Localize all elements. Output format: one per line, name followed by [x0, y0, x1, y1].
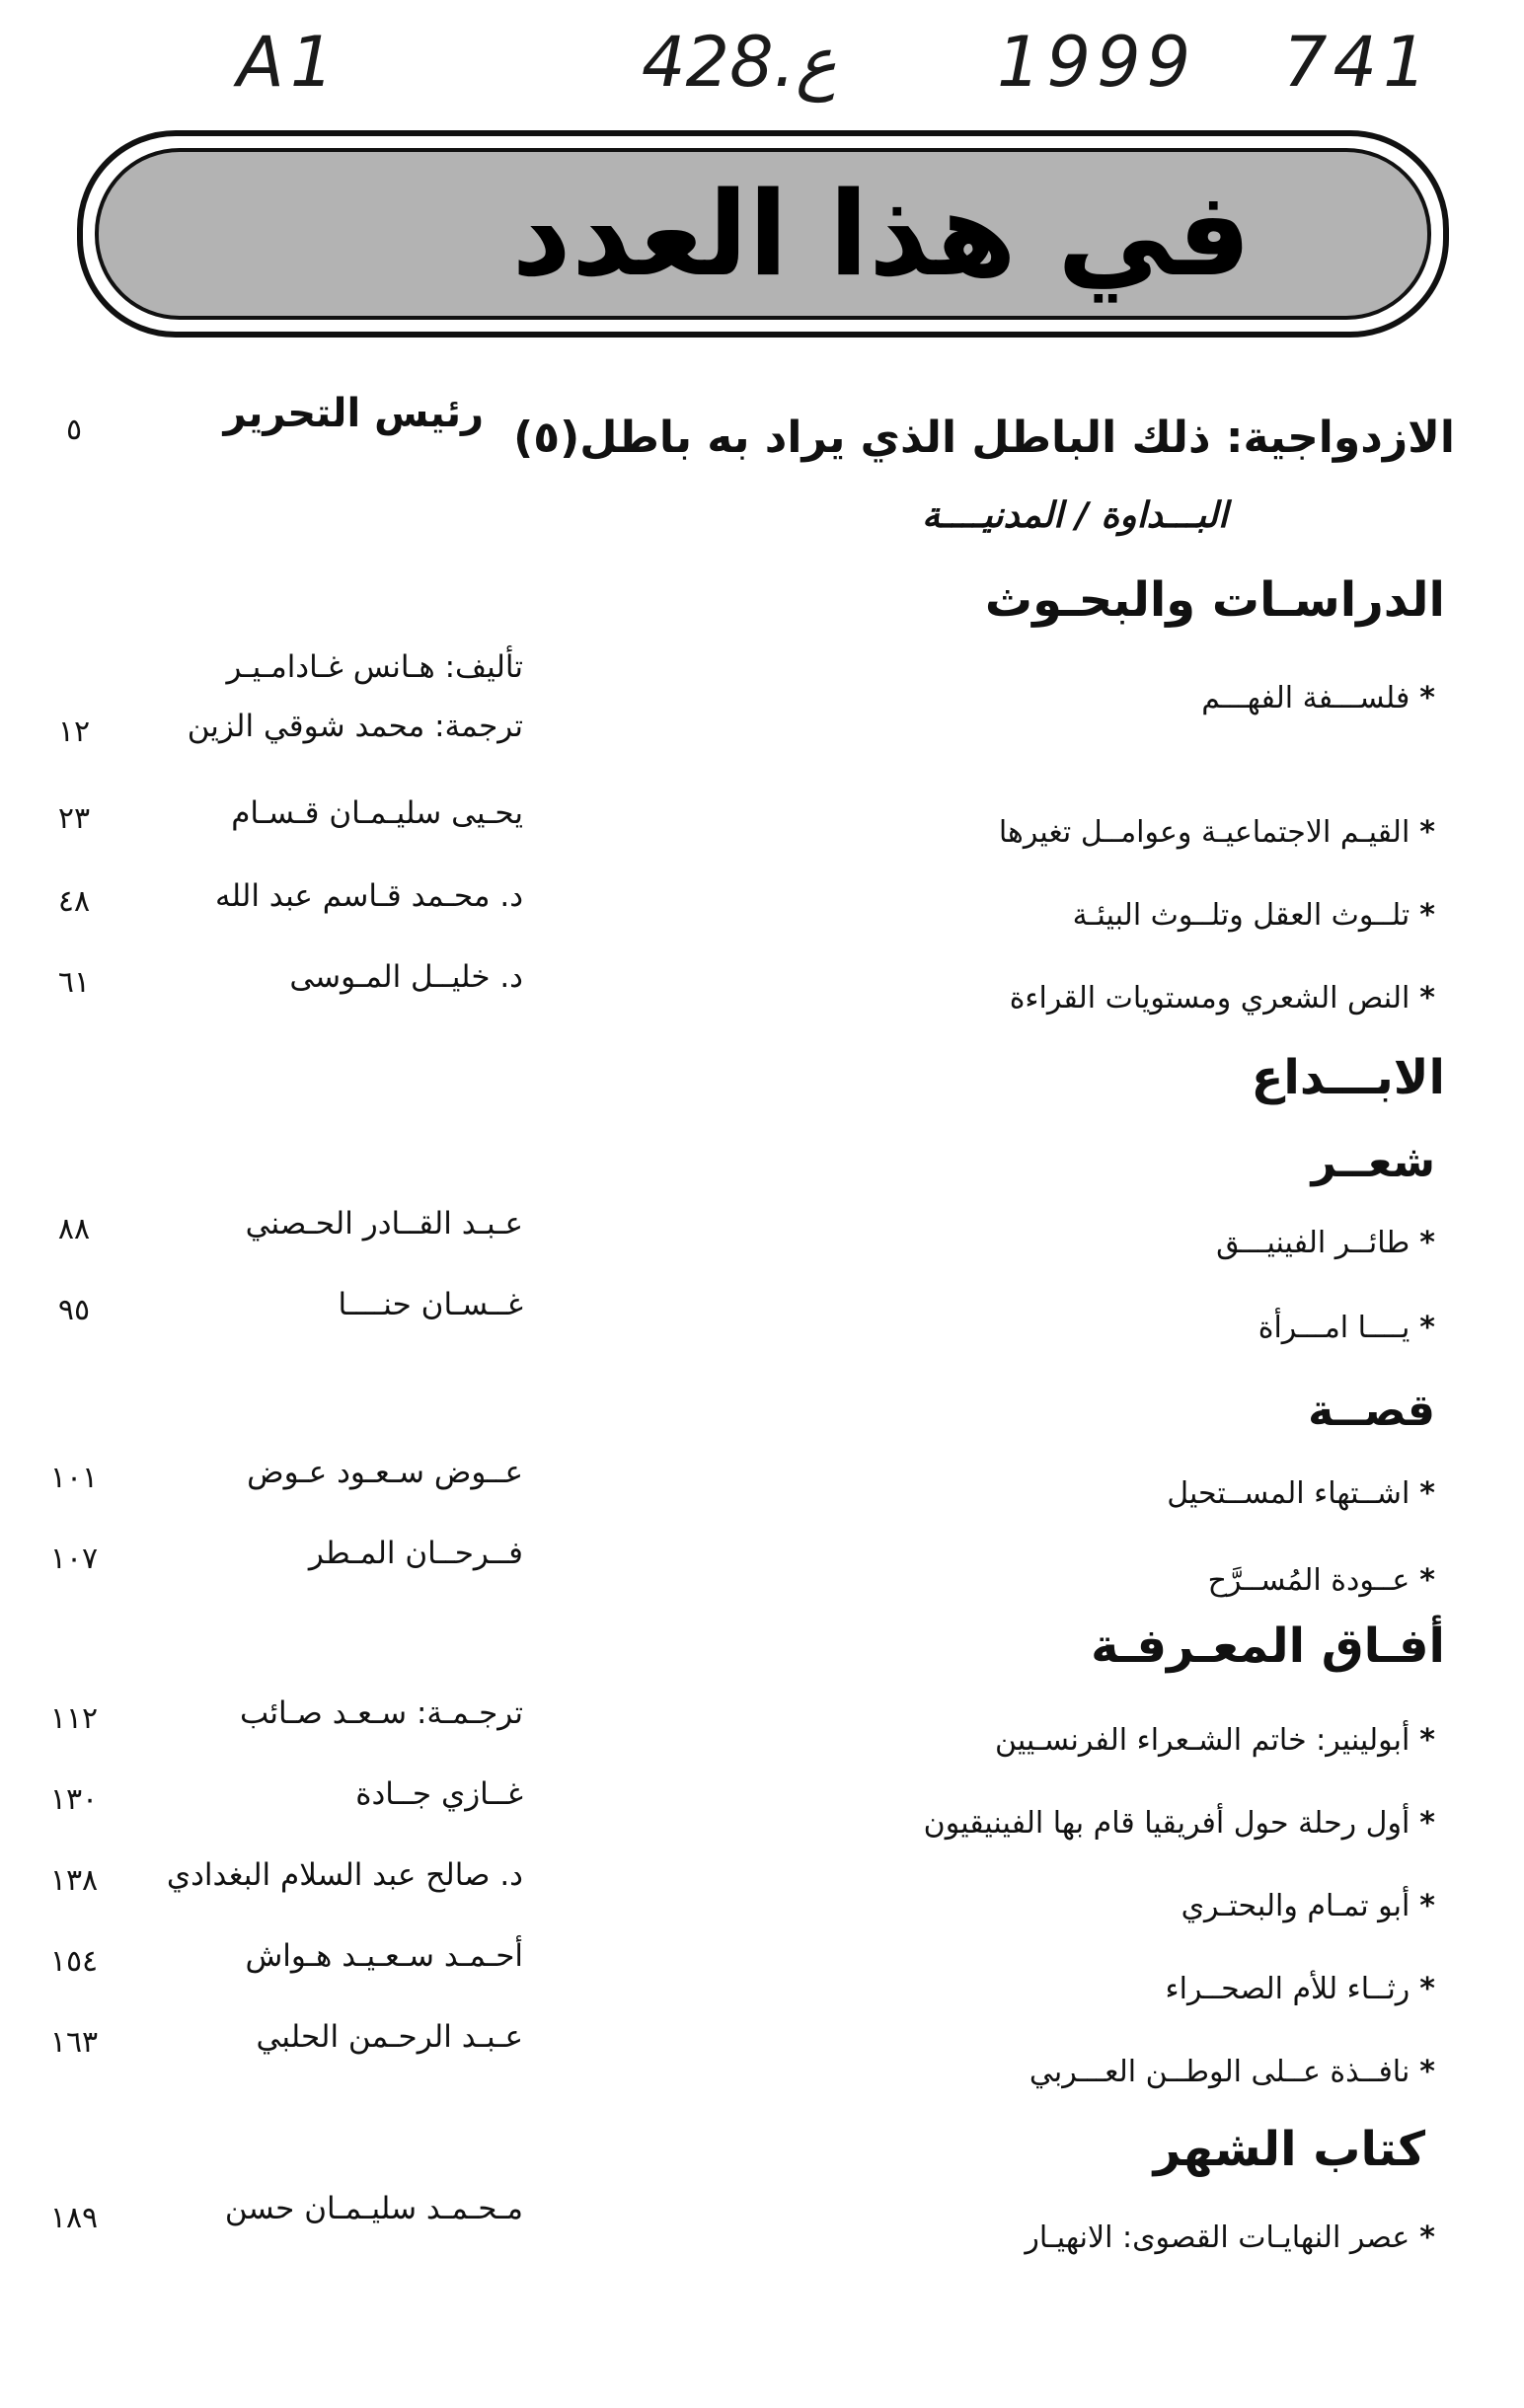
subsection-heading-story: قصــة	[1308, 1386, 1435, 1436]
section-heading-creativity: الابـــداع	[1251, 1050, 1445, 1105]
page-number: ١١٢	[49, 1701, 99, 1736]
toc-entry-author: عـبـد الرحـمن الحلبي	[256, 2019, 523, 2055]
editorial-author: رئيس التحرير	[223, 391, 484, 436]
toc-entry-author: ترجمة: محمد شوقي الزين	[187, 709, 523, 744]
editorial-title: الازدواجية: ذلك الباطل الذي يراد به باطل(٥)	[513, 413, 1455, 463]
editorial-subtitle: البـــداوة / المدنيــــة	[922, 495, 1228, 536]
toc-entry-title: *القيـم الاجتماعيـة وعوامــل تغيرها	[998, 815, 1435, 850]
toc-entry-title: *النص الشعري ومستويات القراءة	[1009, 981, 1435, 1016]
toc-entry-author: أحـمـد سـعـيـد هـواش	[245, 1938, 523, 1974]
toc-entry-title: *عصر النهايـات القصوى: الانهيـار	[1025, 2220, 1435, 2255]
toc-entry-author: فــرحــان المـطر	[308, 1536, 523, 1571]
page-number: ١٠١	[49, 1461, 99, 1495]
page-number: ٤٨	[57, 884, 91, 919]
page-number: ٦١	[57, 965, 91, 1000]
toc-entry-author-line: تأليف: هـانس غـادامـيـر	[226, 649, 523, 685]
toc-entry-title: *أبو تمـام والبحتـري	[1181, 1889, 1435, 1923]
toc-entry-author: مـحـمـد سليـمـان حسن	[224, 2191, 523, 2226]
toc-entry-title: *فلســـفة الفهـــم	[1201, 681, 1435, 715]
toc-entry-author: عــوض سـعـود عـوض	[247, 1455, 523, 1490]
page-number: ٢٣	[57, 801, 91, 836]
section-heading-studies: الدراسـات والبحـوث	[984, 572, 1445, 628]
toc-entry-title: *تلــوث العقل وتلــوث البيئـة	[1072, 898, 1435, 933]
toc-entry-title: *عــودة المُســرَّح	[1207, 1563, 1435, 1598]
toc-entry-title: *طائــر الفينيـــق	[1216, 1226, 1435, 1260]
toc-entry-title: *أول رحلة حول أفريقيا قام بها الفينيقيون	[923, 1806, 1435, 1841]
toc-entry-author: د. صالح عبد السلام البغدادي	[166, 1857, 523, 1893]
toc-entry-title: *رثــاء للأم الصحــراء	[1165, 1972, 1435, 2006]
page-number: ١٣٨	[49, 1863, 99, 1898]
toc-entry-author: د. محـمد قـاسم عبد الله	[215, 878, 523, 914]
toc-entry-author: يحـيى سليـمـان قـسـام	[231, 795, 523, 831]
handwritten-code-right: 741	[1283, 22, 1433, 103]
banner-title: في هذا العدد	[511, 166, 1252, 302]
page-number: ١٠٧	[49, 1542, 99, 1576]
toc-entry-title: *نافــذة عــلى الوطــن العـــربي	[1029, 2055, 1435, 2089]
toc-entry-author: ترجـمـة: سـعـد صـائب	[239, 1695, 523, 1731]
toc-entry-author: غــسـان حنــــا	[338, 1287, 523, 1322]
handwritten-code-middle: 428.ع	[642, 22, 837, 103]
page-number: ١٢	[57, 715, 91, 749]
subsection-heading-poetry: شعــر	[1311, 1137, 1435, 1187]
toc-entry-title: *أبولينير: خاتم الشـعراء الفرنسـيين	[995, 1723, 1435, 1758]
handwritten-code-left: A1	[237, 22, 341, 103]
toc-entry-title: *اشــتهاء المســتحيل	[1167, 1476, 1435, 1511]
page-number: ٩٥	[57, 1293, 91, 1327]
page-number: ١٥٤	[49, 1944, 99, 1979]
page-number: ١٦٣	[49, 2025, 99, 2060]
page-number: ١٨٩	[49, 2201, 99, 2235]
toc-entry-author: غــازي جــادة	[355, 1776, 523, 1812]
page-number: ٥	[65, 413, 83, 447]
section-heading-horizons: أفـاق المعـرفـة	[1091, 1618, 1445, 1674]
toc-entry-title: *يــــا امـــرأة	[1257, 1311, 1435, 1345]
page-number: ٨٨	[57, 1212, 91, 1246]
section-heading-book: كتاب الشهر	[1153, 2122, 1425, 2177]
page-number: ١٣٠	[49, 1782, 99, 1817]
toc-entry-author: د. خليــل المـوسى	[289, 959, 523, 995]
handwritten-year: 1999	[997, 22, 1197, 103]
toc-entry-author: عـبـد القــادر الحـصني	[245, 1206, 523, 1242]
